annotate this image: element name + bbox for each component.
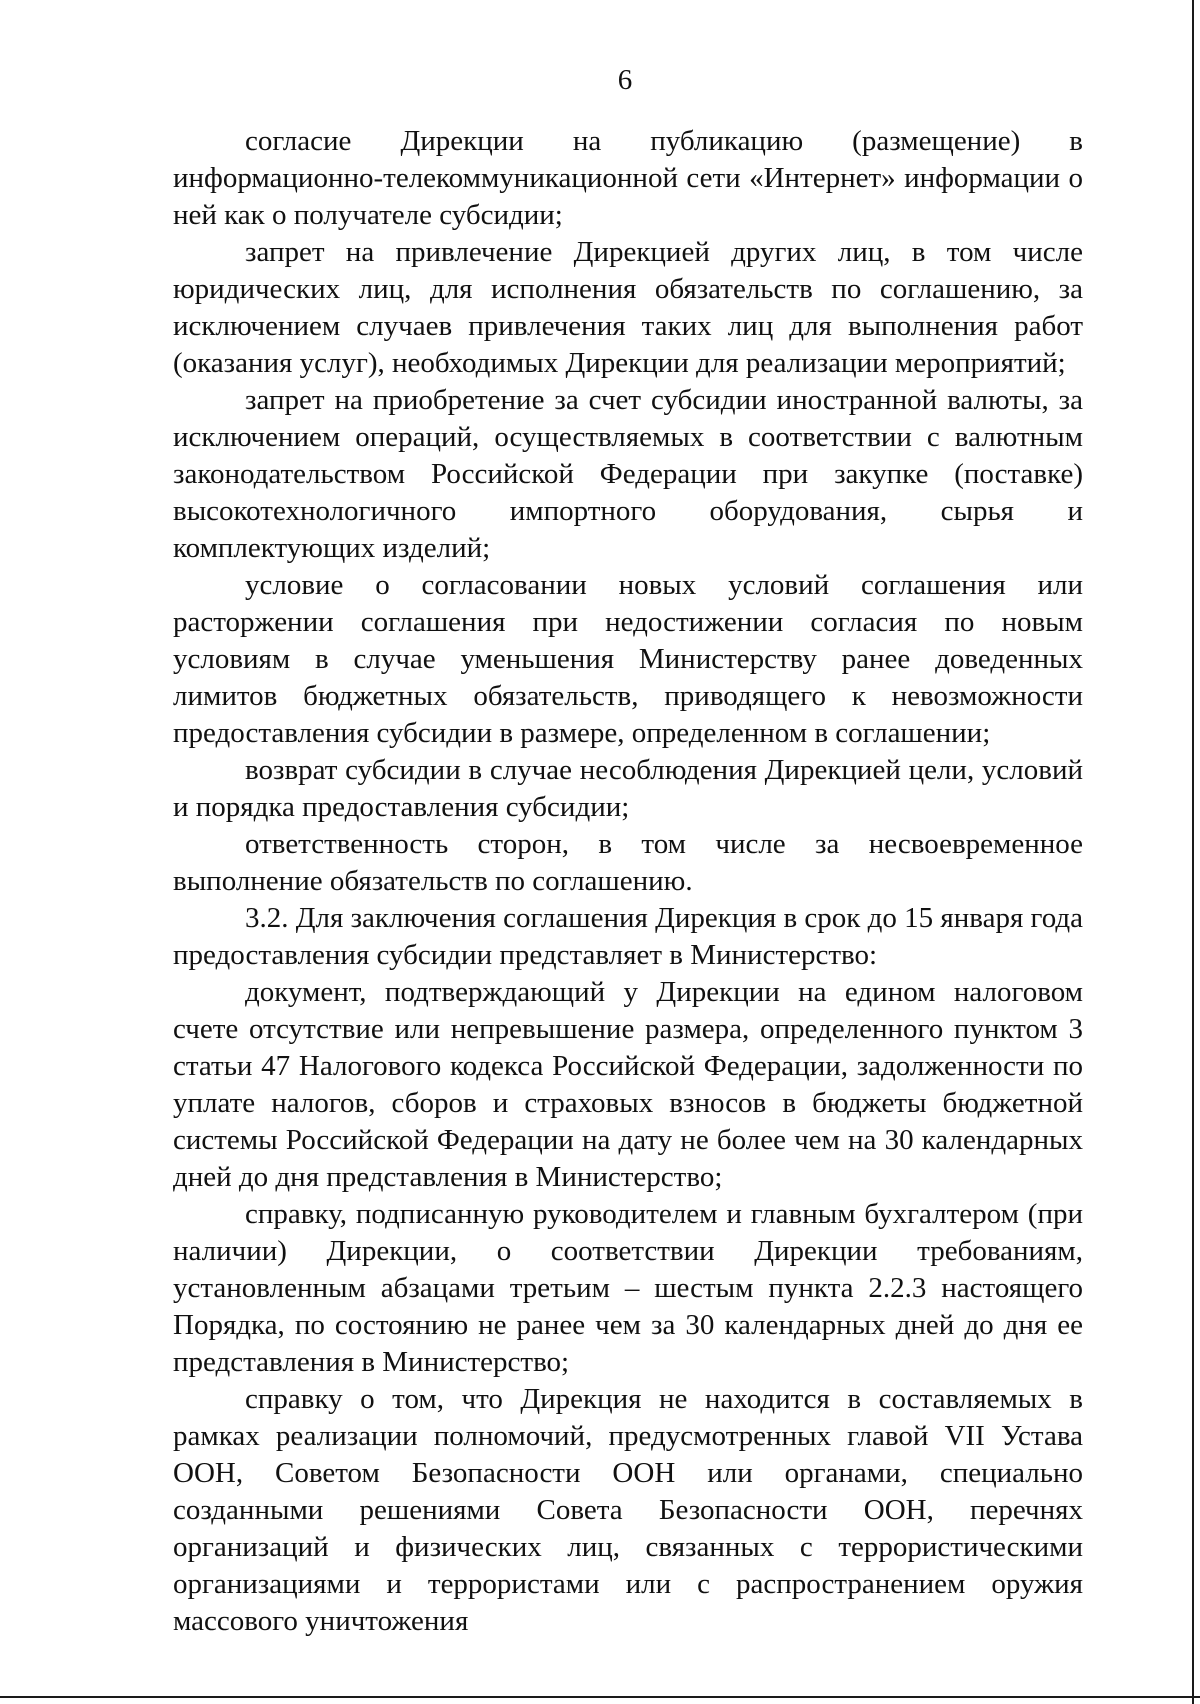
paragraph-subsidy-return: возврат субсидии в случае несоблюдения Дирекцией цели, условий и порядка предоставления субсидии; bbox=[173, 754, 1083, 823]
paragraph-tax-document: документ, подтверждающий у Дирекции на едином налоговом счете отсутствие или непревышение размера, определенного пунктом 3 статьи 47 Налогового кодекса Российской Федерации, задолженности по уплате налогов, сборов и страховых взносов в бюджеты бюджетной системы Российской Федерации на дату не более чем на 30 календарных дней до дня представления в Министерство; bbox=[173, 976, 1083, 1193]
document-body bbox=[173, 123, 1083, 1640]
paragraph-ban-foreign-currency: запрет на приобретение за счет субсидии иностранной валюты, за исключением операций, осуществляемых в соответствии с валютным законодательством Российской Федерации при закупке (поставке) высокотехнологичного импортного оборудования, сырья и комплектующих изделий; bbox=[173, 384, 1083, 564]
scan-edge-right bbox=[1192, 0, 1194, 1704]
paragraph-signed-certificate: справку, подписанную руководителем и главным бухгалтером (при наличии) Дирекции, о соответствии Дирекции требованиям, установленным абзацами третьим – шестым пункта 2.2.3 настоящего Порядка, по состоянию не ранее чем за 30 календарных дней до дня ее представления в Министерство; bbox=[173, 1198, 1083, 1378]
paragraph-section-3-2: 3.2. Для заключения соглашения Дирекция в срок до 15 января года предоставления субсидии представляет в Министерство: bbox=[173, 902, 1083, 971]
paragraph-consent-publication: согласие Дирекции на публикацию (размещение) в информационно-телекоммуникационной сети «Интернет» информации о ней как о получателе субсидии; bbox=[173, 125, 1083, 231]
page-number: 6 bbox=[617, 64, 633, 96]
paragraph-responsibility: ответственность сторон, в том числе за несвоевременное выполнение обязательств по соглашению. bbox=[173, 828, 1083, 897]
paragraph-sanctions-certificate: справку о том, что Дирекция не находится в составляемых в рамках реализации полномочий, предусмотренных главой VII Устава ООН, Советом Безопасности ООН или органами, специально созданными решениями Совета Безопасности ООН, перечнях организаций и физических лиц, связанных с террористическими организациями и террористами или с распространением оружия массового уничтожения bbox=[173, 1383, 1083, 1637]
paragraph-new-conditions: условие о согласовании новых условий соглашения или расторжении соглашения при недостижении согласия по новым условиям в случае уменьшения Министерству ранее доведенных лимитов бюджетных обязательств, приводящего к невозможности предоставления субсидии в размере, определенном в соглашении; bbox=[173, 569, 1083, 749]
paragraph-ban-third-parties: запрет на привлечение Дирекцией других лиц, в том числе юридических лиц, для исполнения обязательств по соглашению, за исключением случаев привлечения таких лиц для выполнения работ (оказания услуг), необходимых Дирекции для реализации мероприятий; bbox=[173, 236, 1083, 379]
scan-edge-bottom bbox=[0, 1696, 1200, 1698]
